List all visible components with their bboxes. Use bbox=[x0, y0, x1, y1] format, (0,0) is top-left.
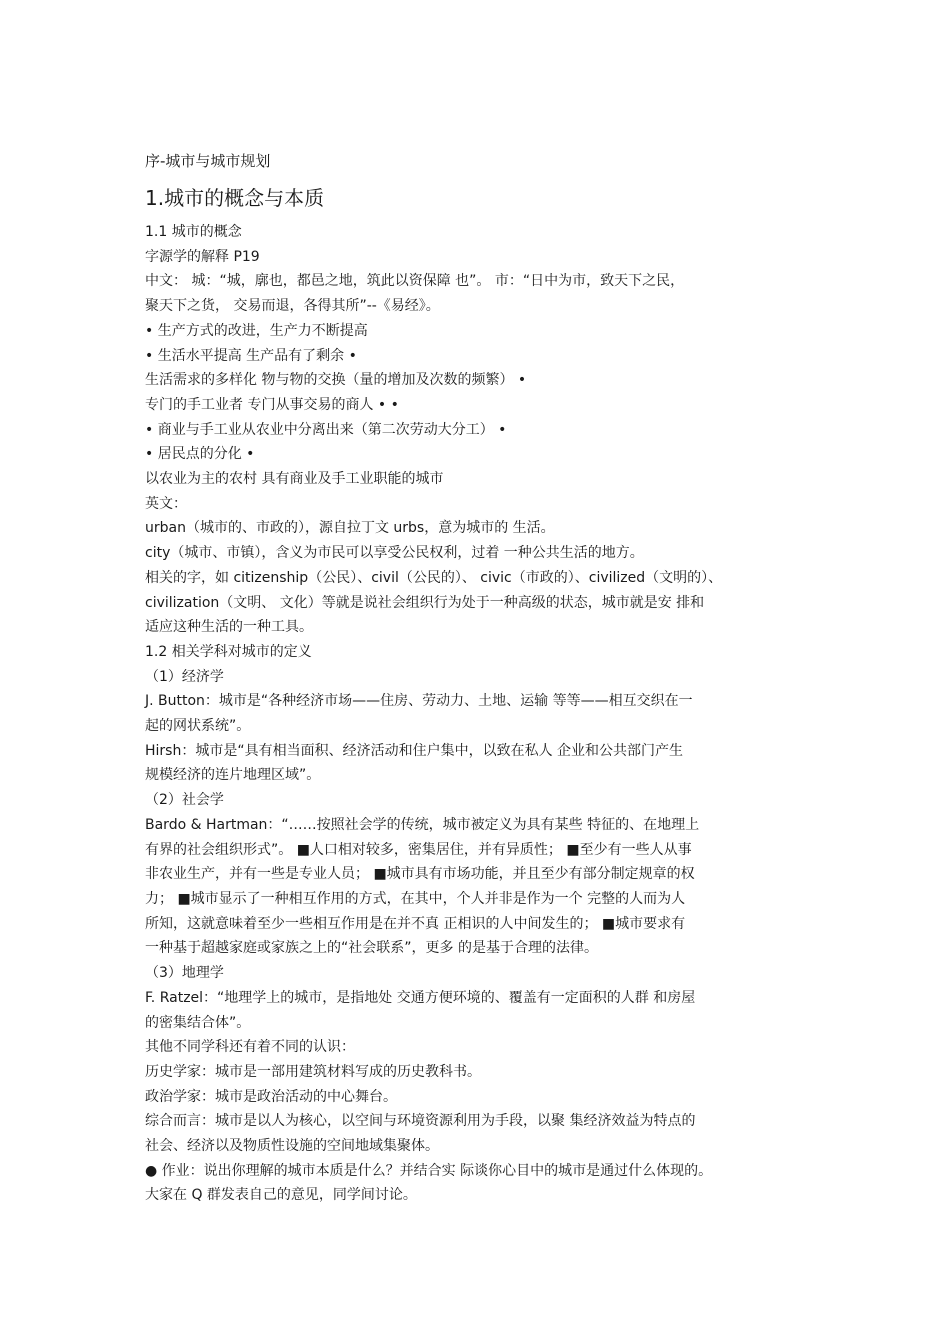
text-line: city（城市、市镇），含义为市民可以享受公民权利，过着 一种公共生活的地方。 bbox=[145, 545, 644, 562]
text-line: 专门的手工业者 专门从事交易的商人 • • bbox=[145, 396, 399, 413]
text-line: 综合而言：城市是以人为核心，以空间与环境资源利用为手段，以聚 集经济效益为特点的 bbox=[145, 1113, 696, 1130]
text-line: （1）经济学 bbox=[145, 668, 224, 685]
text-line: 生活需求的多样化 物与物的交换（量的增加及次数的频繁） • bbox=[145, 372, 527, 389]
text-line: 大家在 Q 群发表自己的意见，同学间讨论。 bbox=[145, 1187, 417, 1204]
text-line: civilization（文明、 文化）等就是说社会组织行为处于一种高级的状态，城市就是安 排和 bbox=[145, 594, 705, 611]
text-line: ● 作业：说出你理解的城市本质是什么？并结合实 际谈你心目中的城市是通过什么体现的。 bbox=[145, 1162, 713, 1179]
text-line: Hirsh：城市是“具有相当面积、经济活动和住户集中，以致在私人 企业和公共部门产生 bbox=[145, 742, 684, 759]
text-line: 的密集结合体”。 bbox=[145, 1014, 251, 1031]
text-line: 社会、经济以及物质性设施的空间地域集聚体。 bbox=[145, 1138, 439, 1155]
text-line: 字源学的解释 P19 bbox=[145, 248, 260, 265]
text-line: 适应这种生活的一种工具。 bbox=[145, 619, 313, 636]
text-line: F. Ratzel：“地理学上的城市，是指地处 交通方便环境的、覆盖有一定面积的人群 和房屋 bbox=[145, 989, 696, 1006]
text-line: 所知，这就意味着至少一些相互作用是在并不真 正相识的人中间发生的； ■城市要求有 bbox=[145, 915, 686, 932]
document-body bbox=[145, 150, 825, 1208]
text-line: 相关的字，如 citizenship（公民）、civil（公民的）、 civic（市政的）、civilized（文明的）、 bbox=[145, 569, 723, 586]
document-title: 序-城市与城市规划 bbox=[145, 152, 271, 170]
text-line: • 居民点的分化 • bbox=[145, 446, 255, 463]
text-line: 英文： bbox=[145, 495, 187, 512]
text-line: 1.2 相关学科对城市的定义 bbox=[145, 643, 312, 660]
text-line: 中文： 城：“城，廓也，都邑之地，筑此以资保障 也”。 市：“日中为市，致天下之民， bbox=[145, 273, 685, 290]
text-line: • 生产方式的改进，生产力不断提高 bbox=[145, 322, 368, 339]
text-line: 聚天下之货， 交易而退，各得其所”--《易经》。 bbox=[145, 298, 440, 315]
text-line: 非农业生产，并有一些是专业人员； ■城市具有市场功能，并且至少有部分制定规章的权 bbox=[145, 866, 695, 883]
text-line: 力； ■城市显示了一种相互作用的方式，在其中，个人并非是作为一个 完整的人而为人 bbox=[145, 890, 686, 907]
text-line: 一种基于超越家庭或家族之上的“社会联系”，更多 的是基于合理的法律。 bbox=[145, 940, 598, 957]
section-heading: 1.城市的概念与本质 bbox=[145, 186, 325, 210]
text-line: 其他不同学科还有着不同的认识： bbox=[145, 1039, 355, 1056]
text-line: 历史学家：城市是一部用建筑材料写成的历史教科书。 bbox=[145, 1063, 481, 1080]
text-line: urban（城市的、市政的），源自拉丁文 urbs，意为城市的 生活。 bbox=[145, 520, 555, 537]
text-line: 政治学家：城市是政治活动的中心舞台。 bbox=[145, 1088, 397, 1105]
text-line: Bardo & Hartman：“……按照社会学的传统，城市被定义为具有某些 特征的、在地理上 bbox=[145, 816, 700, 833]
text-line: 规模经济的连片地理区域”。 bbox=[145, 767, 321, 784]
text-line: （3）地理学 bbox=[145, 965, 224, 982]
text-line: • 生活水平提高 生产品有了剩余 • bbox=[145, 347, 357, 364]
text-line: • 商业与手工业从农业中分离出来（第二次劳动大分工） • bbox=[145, 421, 507, 438]
text-line: J. Button：城市是“各种经济市场——住房、劳动力、土地、运输 等等——相互交织在一 bbox=[145, 693, 693, 710]
text-line: 有界的社会组织形式”。 ■人口相对较多，密集居住，并有异质性； ■至少有一些人从事 bbox=[145, 841, 692, 858]
paragraph-lines bbox=[145, 220, 825, 1208]
text-line: （2）社会学 bbox=[145, 792, 224, 809]
text-line: 1.1 城市的概念 bbox=[145, 224, 242, 240]
text-line: 以农业为主的农村 具有商业及手工业职能的城市 bbox=[145, 471, 444, 488]
text-line: 起的网状系统”。 bbox=[145, 718, 251, 735]
